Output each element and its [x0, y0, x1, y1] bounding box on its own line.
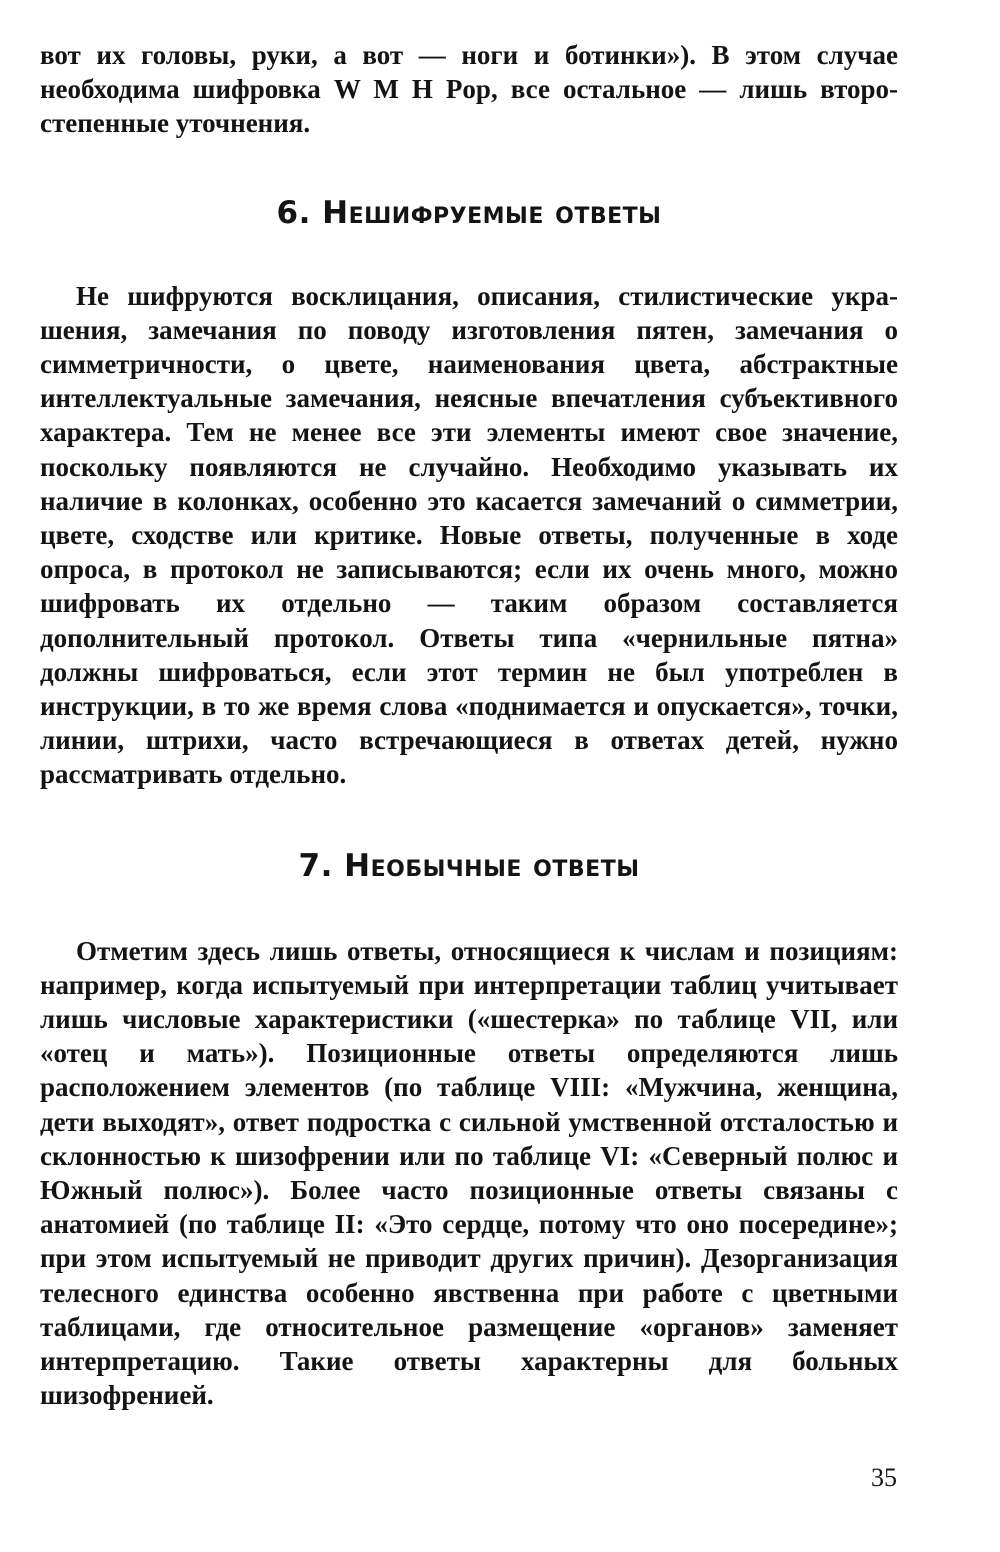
- page-number: 35: [871, 1463, 897, 1492]
- section-6-heading: 6. Нешифруемые ответы: [276, 194, 662, 231]
- section-7-paragraph: Отметим здесь лишь ответы, относящиеся к числам и позициям: например, когда испытуемый при интерпретации таблиц учитывает лишь числовые характеристики («шестерка» по таблице VII, или «отец и мать»). Позиционные ответы определяются лишь расположением элементов (по таблице VIII: «Мужчина, женщина, дети выходят», ответ подростка с сильной умственной отсталостью и склонностью к шизофрении или по таблице VI: «Северный полюс и Южный полюс»). Более часто позиционные ответы связаны с анатомией (по таблице II: «Это сердце, потому что оно посередине»; при этом испытуемый не приводит других причин). Дезорганизация телесного единства особенно явственна при работе с цветными таблицами, где относительное размещение «органов» заменяет интерпретацию. Такие ответы характерны для больных шизофренией.: [40, 935, 898, 1411]
- intro-paragraph: вот их головы, руки, а вот — ноги и ботинки»). В этом случае необходима шифровка W M H Pop, все остальное — лишь второстепенные уточнения.: [40, 40, 898, 139]
- section-7-heading: 7. Необычные ответы: [298, 847, 640, 884]
- book-page: [40, 38, 898, 1413]
- section-6-paragraph: Не шифруются восклицания, описания, стилистические украшения, замечания по поводу изготовления пятен, замечания о симметричности, о цвете, наименования цвета, абстрактные интеллектуальные замечания, неясные впечатления субъективного характера. Тем не менее все эти элементы имеют свое значение, поскольку появляются не случайно. Необходимо указывать их наличие в колонках, особенно это касается замечаний о симметрии, цвете, сходстве или критике. Новые ответы, полученные в ходе опроса, в протокол не записываются; если их очень много, можно шифровать их отдельно — таким образом составляется дополнительный протокол. Ответы типа «чернильные пятна» должны шифроваться, если этот термин не был употреблен в инструкции, в то же время слова «поднимается и опускается», точки, линии, штрихи, часто встречающиеся в ответах детей, нужно рассматривать отдельно.: [40, 280, 898, 790]
